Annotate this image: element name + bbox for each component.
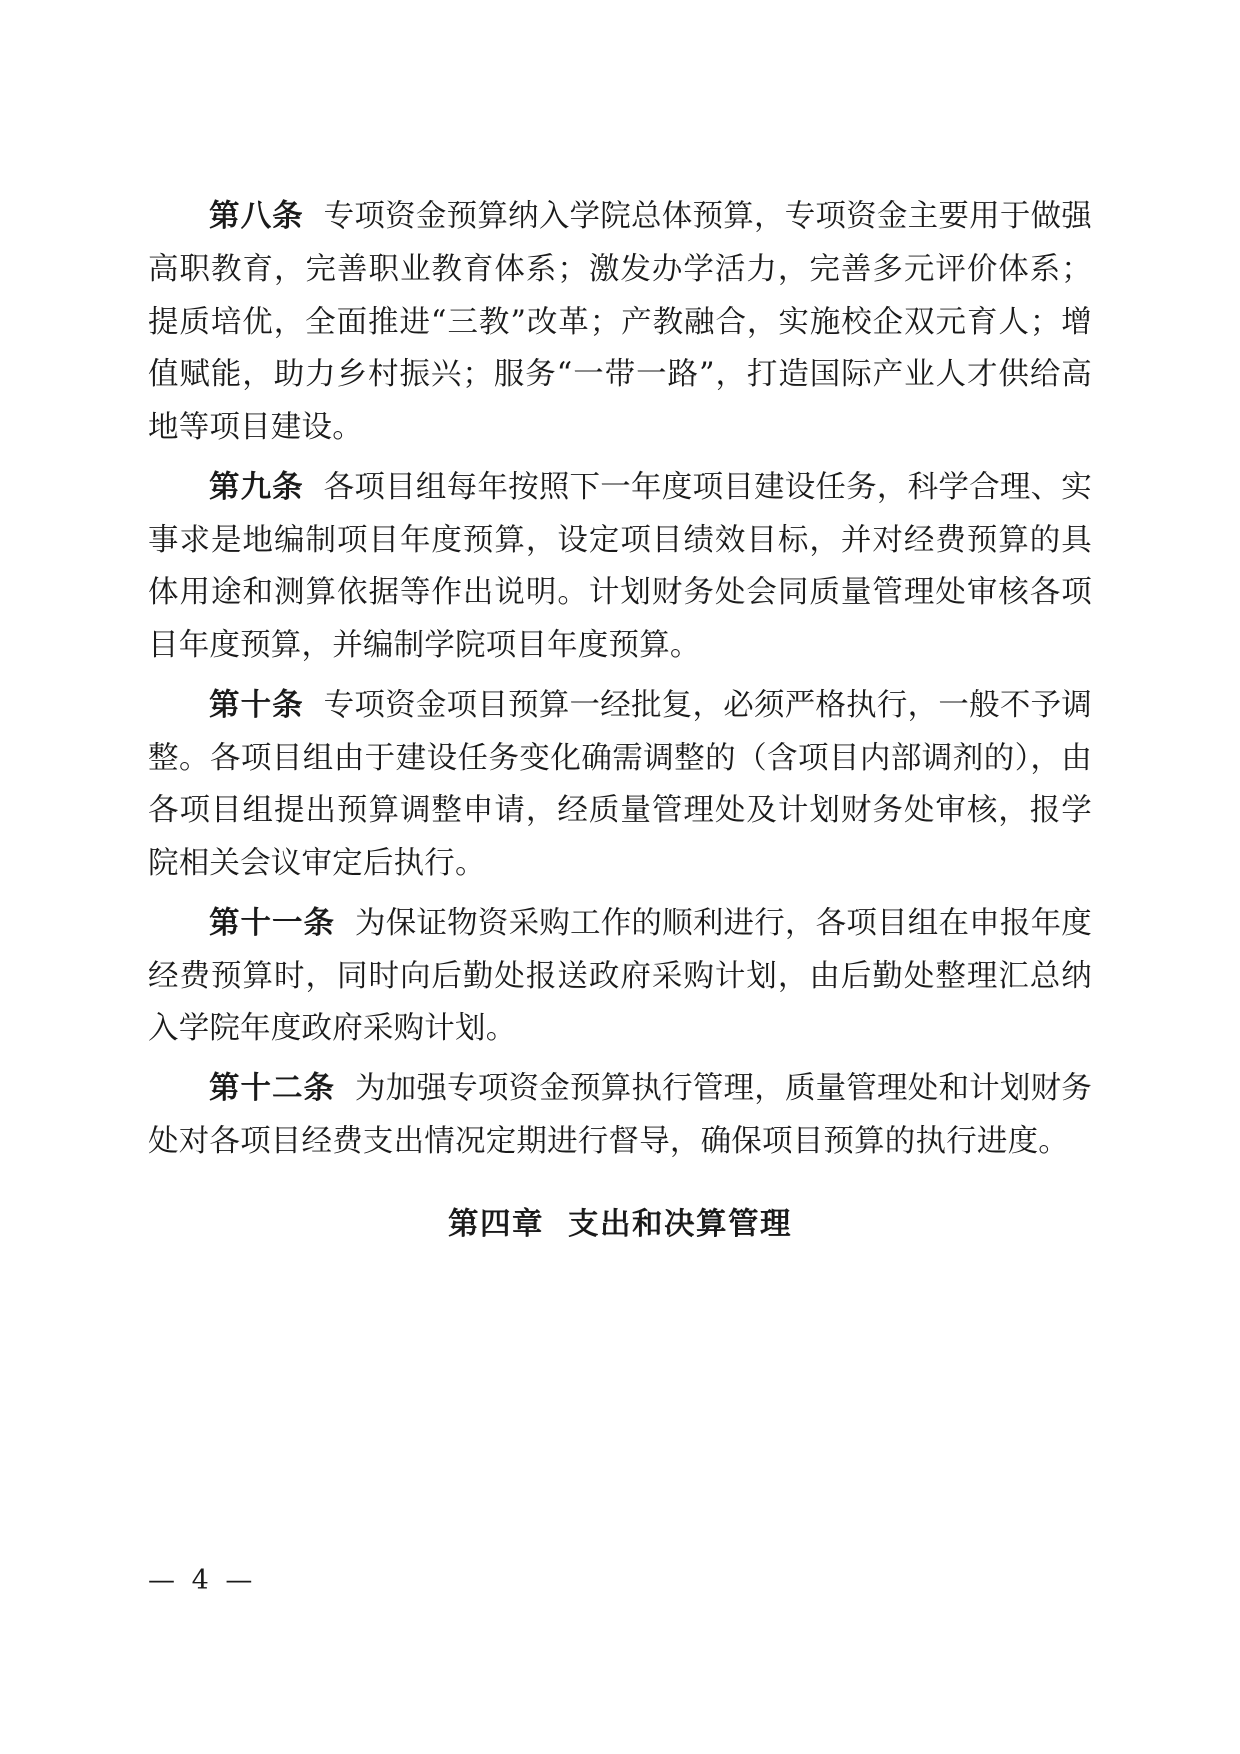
chapter-heading bbox=[148, 1199, 1092, 1243]
paragraph-article-12 bbox=[148, 1062, 1092, 1169]
article-label: 第九条 bbox=[209, 468, 304, 505]
paragraph-article-9 bbox=[148, 461, 1092, 673]
article-label: 第十一条 bbox=[209, 904, 336, 941]
article-label: 第十条 bbox=[209, 686, 304, 723]
chapter-name: 支出和决算管理 bbox=[568, 1206, 792, 1242]
document-body bbox=[148, 190, 1092, 1243]
article-text: 各项目组每年按照下一年度项目建设任务，科学合理、实事求是地编制项目年度预算，设定项目绩效目标，并对经费预算的具体用途和测算依据等作出说明。计划财务处会同质量管理处审核各项目年度预算，并编制学院项目年度预算。 bbox=[148, 469, 1093, 663]
article-label: 第八条 bbox=[209, 198, 304, 234]
article-label: 第十二条 bbox=[209, 1070, 336, 1106]
paragraph-article-10 bbox=[148, 679, 1092, 891]
article-text: 为加强专项资金预算执行管理，质量管理处和计划财务处对各项目经费支出情况定期进行督导，确保项目预算的执行进度。 bbox=[148, 1071, 1093, 1159]
article-text: 专项资金预算纳入学院总体预算，专项资金主要用于做强高职教育，完善职业教育体系；激发办学活力，完善多元评价体系；提质培优，全面推进“三教”改革；产教融合，实施校企双元育人；增值赋能，助力乡村振兴；服务“一带一路”，打造国际产业人才供给高地等项目建设。 bbox=[148, 199, 1093, 445]
article-text: 专项资金项目预算一经批复，必须严格执行，一般不予调整。各项目组由于建设任务变化确需调整的（含项目内部调剂的），由各项目组提出预算调整申请，经质量管理处及计划财务处审核，报学院相关会议审定后执行。 bbox=[148, 687, 1093, 881]
page-number: — 4 — bbox=[148, 1565, 257, 1596]
article-text: 为保证物资采购工作的顺利进行，各项目组在申报年度经费预算时，同时向后勤处报送政府采购计划，由后勤处整理汇总纳入学院年度政府采购计划。 bbox=[148, 905, 1093, 1047]
paragraph-article-11 bbox=[148, 897, 1092, 1056]
chapter-number: 第四章 bbox=[448, 1206, 544, 1242]
paragraph-article-8 bbox=[148, 190, 1092, 455]
